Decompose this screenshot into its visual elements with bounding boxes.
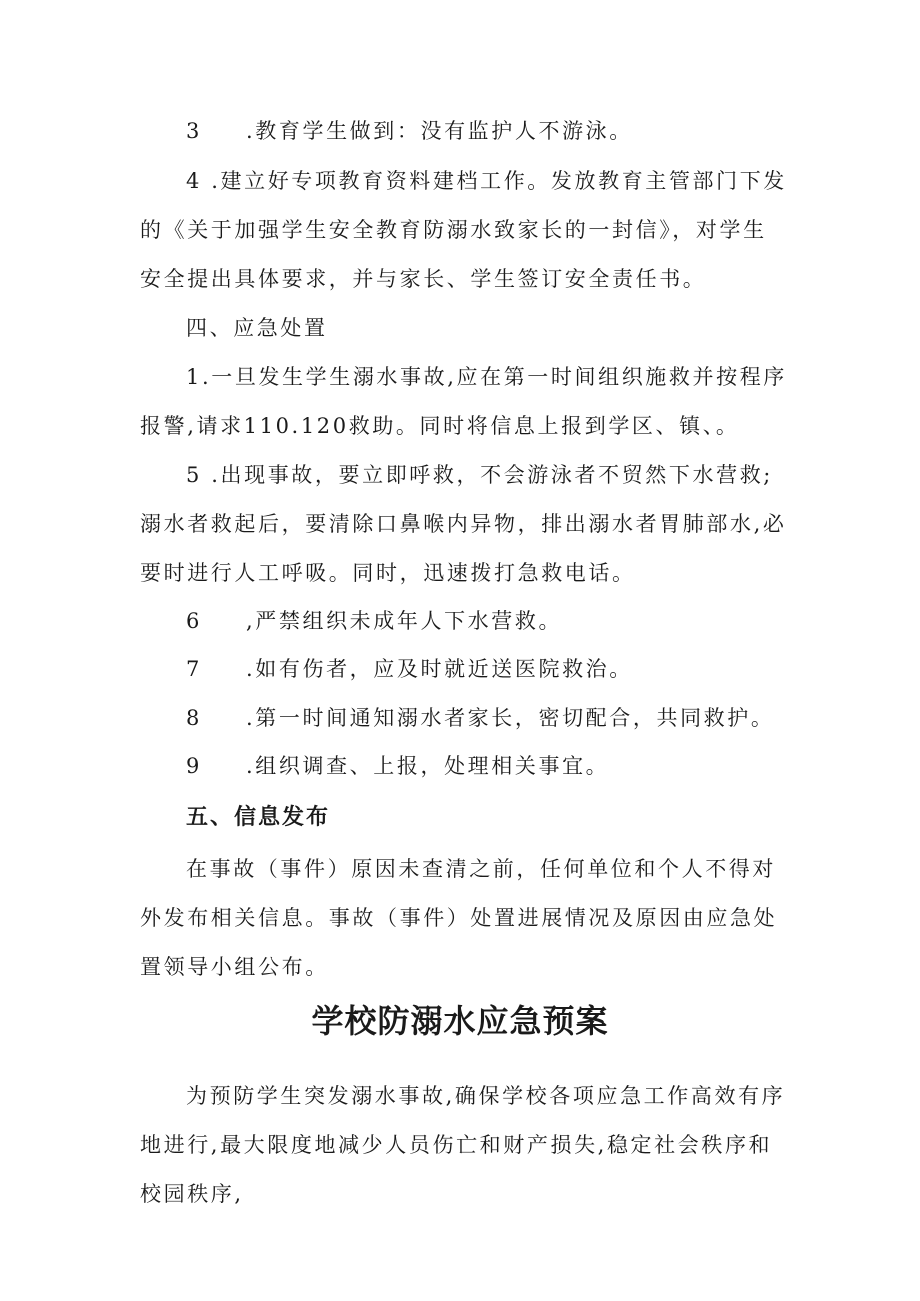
step-9-text: .组织调查、上报，处理相关事宜。 xyxy=(246,754,610,778)
emergency-step-9 xyxy=(140,742,790,791)
step-7-number: 7 xyxy=(186,657,202,681)
item-3 xyxy=(140,107,790,156)
step-6-number: 6 xyxy=(186,609,202,633)
item-4: 4 .建立好专项教育资料建档工作。发放教育主管部门下发的《关于加强学生安全教育防溺水致家长的一封信》，对学生安全提出具体要求，并与家长、学生签订安全责任书。 xyxy=(140,169,787,291)
intro-paragraph: 为预防学生突发溺水事故,确保学校各项应急工作高效有序地进行,最大限度地减少人员伤亡和财产损失,稳定社会秩序和校园秩序, xyxy=(140,1084,786,1206)
emergency-step-6 xyxy=(140,597,790,646)
step-7-text: .如有伤者，应及时就近送医院救治。 xyxy=(246,657,633,681)
emergency-step-1: 1.一旦发生学生溺水事故,应在第一时间组织施救并按程序报警,请求110.120救助。同时将信息上报到学区、镇、。 xyxy=(140,365,787,438)
item-3-text: .教育学生做到：没有监护人不游泳。 xyxy=(246,119,633,143)
step-6-text: ,严禁组织未成年人下水营救。 xyxy=(246,609,563,633)
emergency-step-5: 5 .出现事故，要立即呼救，不会游泳者不贸然下水营救;溺水者救起后，要清除口鼻喉内异物，排出溺水者胃肺部水,必要时进行人工呼吸。同时，迅速拨打急救电话。 xyxy=(140,463,787,585)
step-9-number: 9 xyxy=(186,754,202,778)
step-8-text: .第一时间通知溺水者家长，密切配合，共同救护。 xyxy=(246,706,775,730)
step-8-number: 8 xyxy=(186,706,202,730)
section-5-body: 在事故（事件）原因未查清之前，任何单位和个人不得对外发布相关信息。事故（事件）处置进展情况及原因由应急处置领导小组公布。 xyxy=(140,857,778,979)
emergency-step-7 xyxy=(140,645,790,694)
emergency-step-8 xyxy=(140,694,790,743)
item-3-number: 3 xyxy=(186,119,202,143)
section-4-heading: 四、应急处置 xyxy=(186,316,328,340)
document-title: 学校防溺水应急预案 xyxy=(311,1002,609,1040)
section-5-heading: 五、信息发布 xyxy=(186,805,331,830)
